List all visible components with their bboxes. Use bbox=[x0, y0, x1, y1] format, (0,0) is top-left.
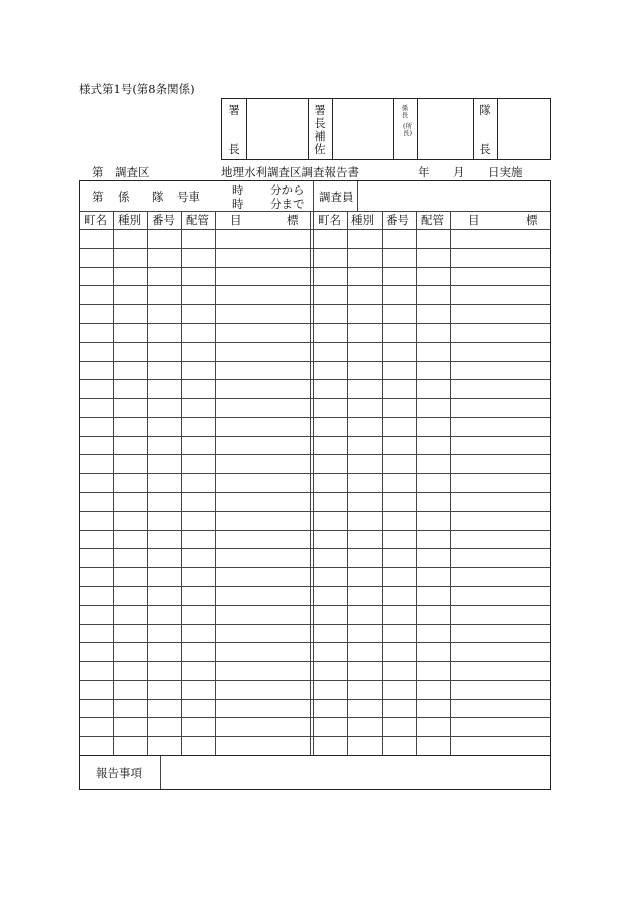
approval-section-chief: 係長 bbox=[401, 104, 409, 119]
row-rule bbox=[80, 436, 550, 437]
report-section bbox=[79, 756, 551, 790]
row-rule bbox=[80, 342, 550, 343]
row-rule bbox=[80, 473, 550, 474]
approval-divider bbox=[332, 99, 333, 159]
row-rule bbox=[80, 530, 550, 531]
approval-divider bbox=[497, 99, 498, 159]
row-rule bbox=[80, 248, 550, 249]
approval-captain-bottom: 長 bbox=[479, 142, 491, 156]
header-rule bbox=[80, 211, 550, 212]
approval-deputy: 署長補佐 bbox=[314, 103, 326, 156]
col-target-left-1: 目 bbox=[230, 213, 242, 227]
row-rule bbox=[80, 285, 550, 286]
report-divider bbox=[160, 756, 161, 789]
end-hour-label: 時 bbox=[232, 197, 244, 211]
row-rule bbox=[80, 661, 550, 662]
center-rule bbox=[313, 211, 314, 755]
row-rule bbox=[80, 304, 550, 305]
report-title: 地理水利調査区調査報告書 bbox=[221, 165, 359, 179]
col-pipe-left: 配管 bbox=[186, 213, 209, 227]
crew-divider bbox=[357, 181, 358, 211]
row-rule bbox=[80, 361, 550, 362]
approval-divider bbox=[246, 99, 247, 159]
row-rule bbox=[80, 454, 550, 455]
column-rule bbox=[450, 211, 451, 755]
row-rule bbox=[80, 699, 550, 700]
column-rule bbox=[382, 211, 383, 755]
row-rule bbox=[80, 586, 550, 587]
column-rule bbox=[416, 211, 417, 755]
approval-chief-top: 署 bbox=[228, 103, 240, 117]
crew-number-prefix: 第 bbox=[92, 190, 104, 204]
row-rule bbox=[80, 605, 550, 606]
col-number-right: 番号 bbox=[386, 213, 409, 227]
year-label: 年 bbox=[418, 165, 430, 179]
column-rule bbox=[181, 211, 182, 755]
column-rule bbox=[310, 211, 311, 755]
column-rule bbox=[147, 211, 148, 755]
approval-divider bbox=[473, 99, 474, 159]
report-label: 報告事項 bbox=[96, 766, 142, 780]
row-rule bbox=[80, 417, 550, 418]
row-rule bbox=[80, 680, 550, 681]
row-rule bbox=[80, 492, 550, 493]
row-rule bbox=[80, 736, 550, 737]
approval-office-chief: (所長) bbox=[403, 122, 413, 137]
inspector-label: 調査員 bbox=[319, 190, 354, 204]
row-rule bbox=[80, 567, 550, 568]
row-rule bbox=[80, 398, 550, 399]
col-target-left-2: 標 bbox=[287, 213, 299, 227]
col-number-left: 番号 bbox=[152, 213, 175, 227]
row-rule bbox=[80, 229, 550, 230]
col-kind-right: 種別 bbox=[351, 213, 374, 227]
row-rule bbox=[80, 323, 550, 324]
row-rule bbox=[80, 548, 550, 549]
end-minute-label: 分まで bbox=[270, 197, 305, 211]
approval-chief-bottom: 長 bbox=[228, 142, 240, 156]
day-conducted-label: 日実施 bbox=[488, 165, 523, 179]
approval-divider bbox=[308, 99, 309, 159]
approval-divider bbox=[417, 99, 418, 159]
row-rule bbox=[80, 717, 550, 718]
form-title: 様式第1号(第8条関係) bbox=[79, 82, 195, 96]
survey-table bbox=[79, 180, 551, 756]
row-rule bbox=[80, 642, 550, 643]
approval-box bbox=[221, 98, 551, 160]
district-number-prefix: 第 bbox=[92, 165, 104, 179]
column-rule bbox=[347, 211, 348, 755]
start-minute-label: 分から bbox=[270, 183, 305, 197]
crew-divider bbox=[313, 181, 314, 211]
crew-team-label: 隊 bbox=[152, 190, 164, 204]
row-rule bbox=[80, 624, 550, 625]
crew-vehicle-label: 号車 bbox=[177, 190, 200, 204]
col-target-right-2: 標 bbox=[526, 213, 538, 227]
column-rule bbox=[215, 211, 216, 755]
district-label: 調査区 bbox=[115, 165, 150, 179]
row-rule bbox=[80, 379, 550, 380]
report-field[interactable] bbox=[162, 756, 550, 789]
month-label: 月 bbox=[453, 165, 465, 179]
col-target-right-1: 目 bbox=[468, 213, 480, 227]
column-rule bbox=[113, 211, 114, 755]
col-town-left: 町名 bbox=[84, 213, 107, 227]
col-town-right: 町名 bbox=[318, 213, 341, 227]
col-pipe-right: 配管 bbox=[421, 213, 444, 227]
approval-divider bbox=[393, 99, 394, 159]
approval-captain-top: 隊 bbox=[479, 103, 491, 117]
start-hour-label: 時 bbox=[232, 183, 244, 197]
crew-section-label: 係 bbox=[118, 190, 130, 204]
col-kind-left: 種別 bbox=[118, 213, 141, 227]
row-rule bbox=[80, 511, 550, 512]
row-rule bbox=[80, 267, 550, 268]
